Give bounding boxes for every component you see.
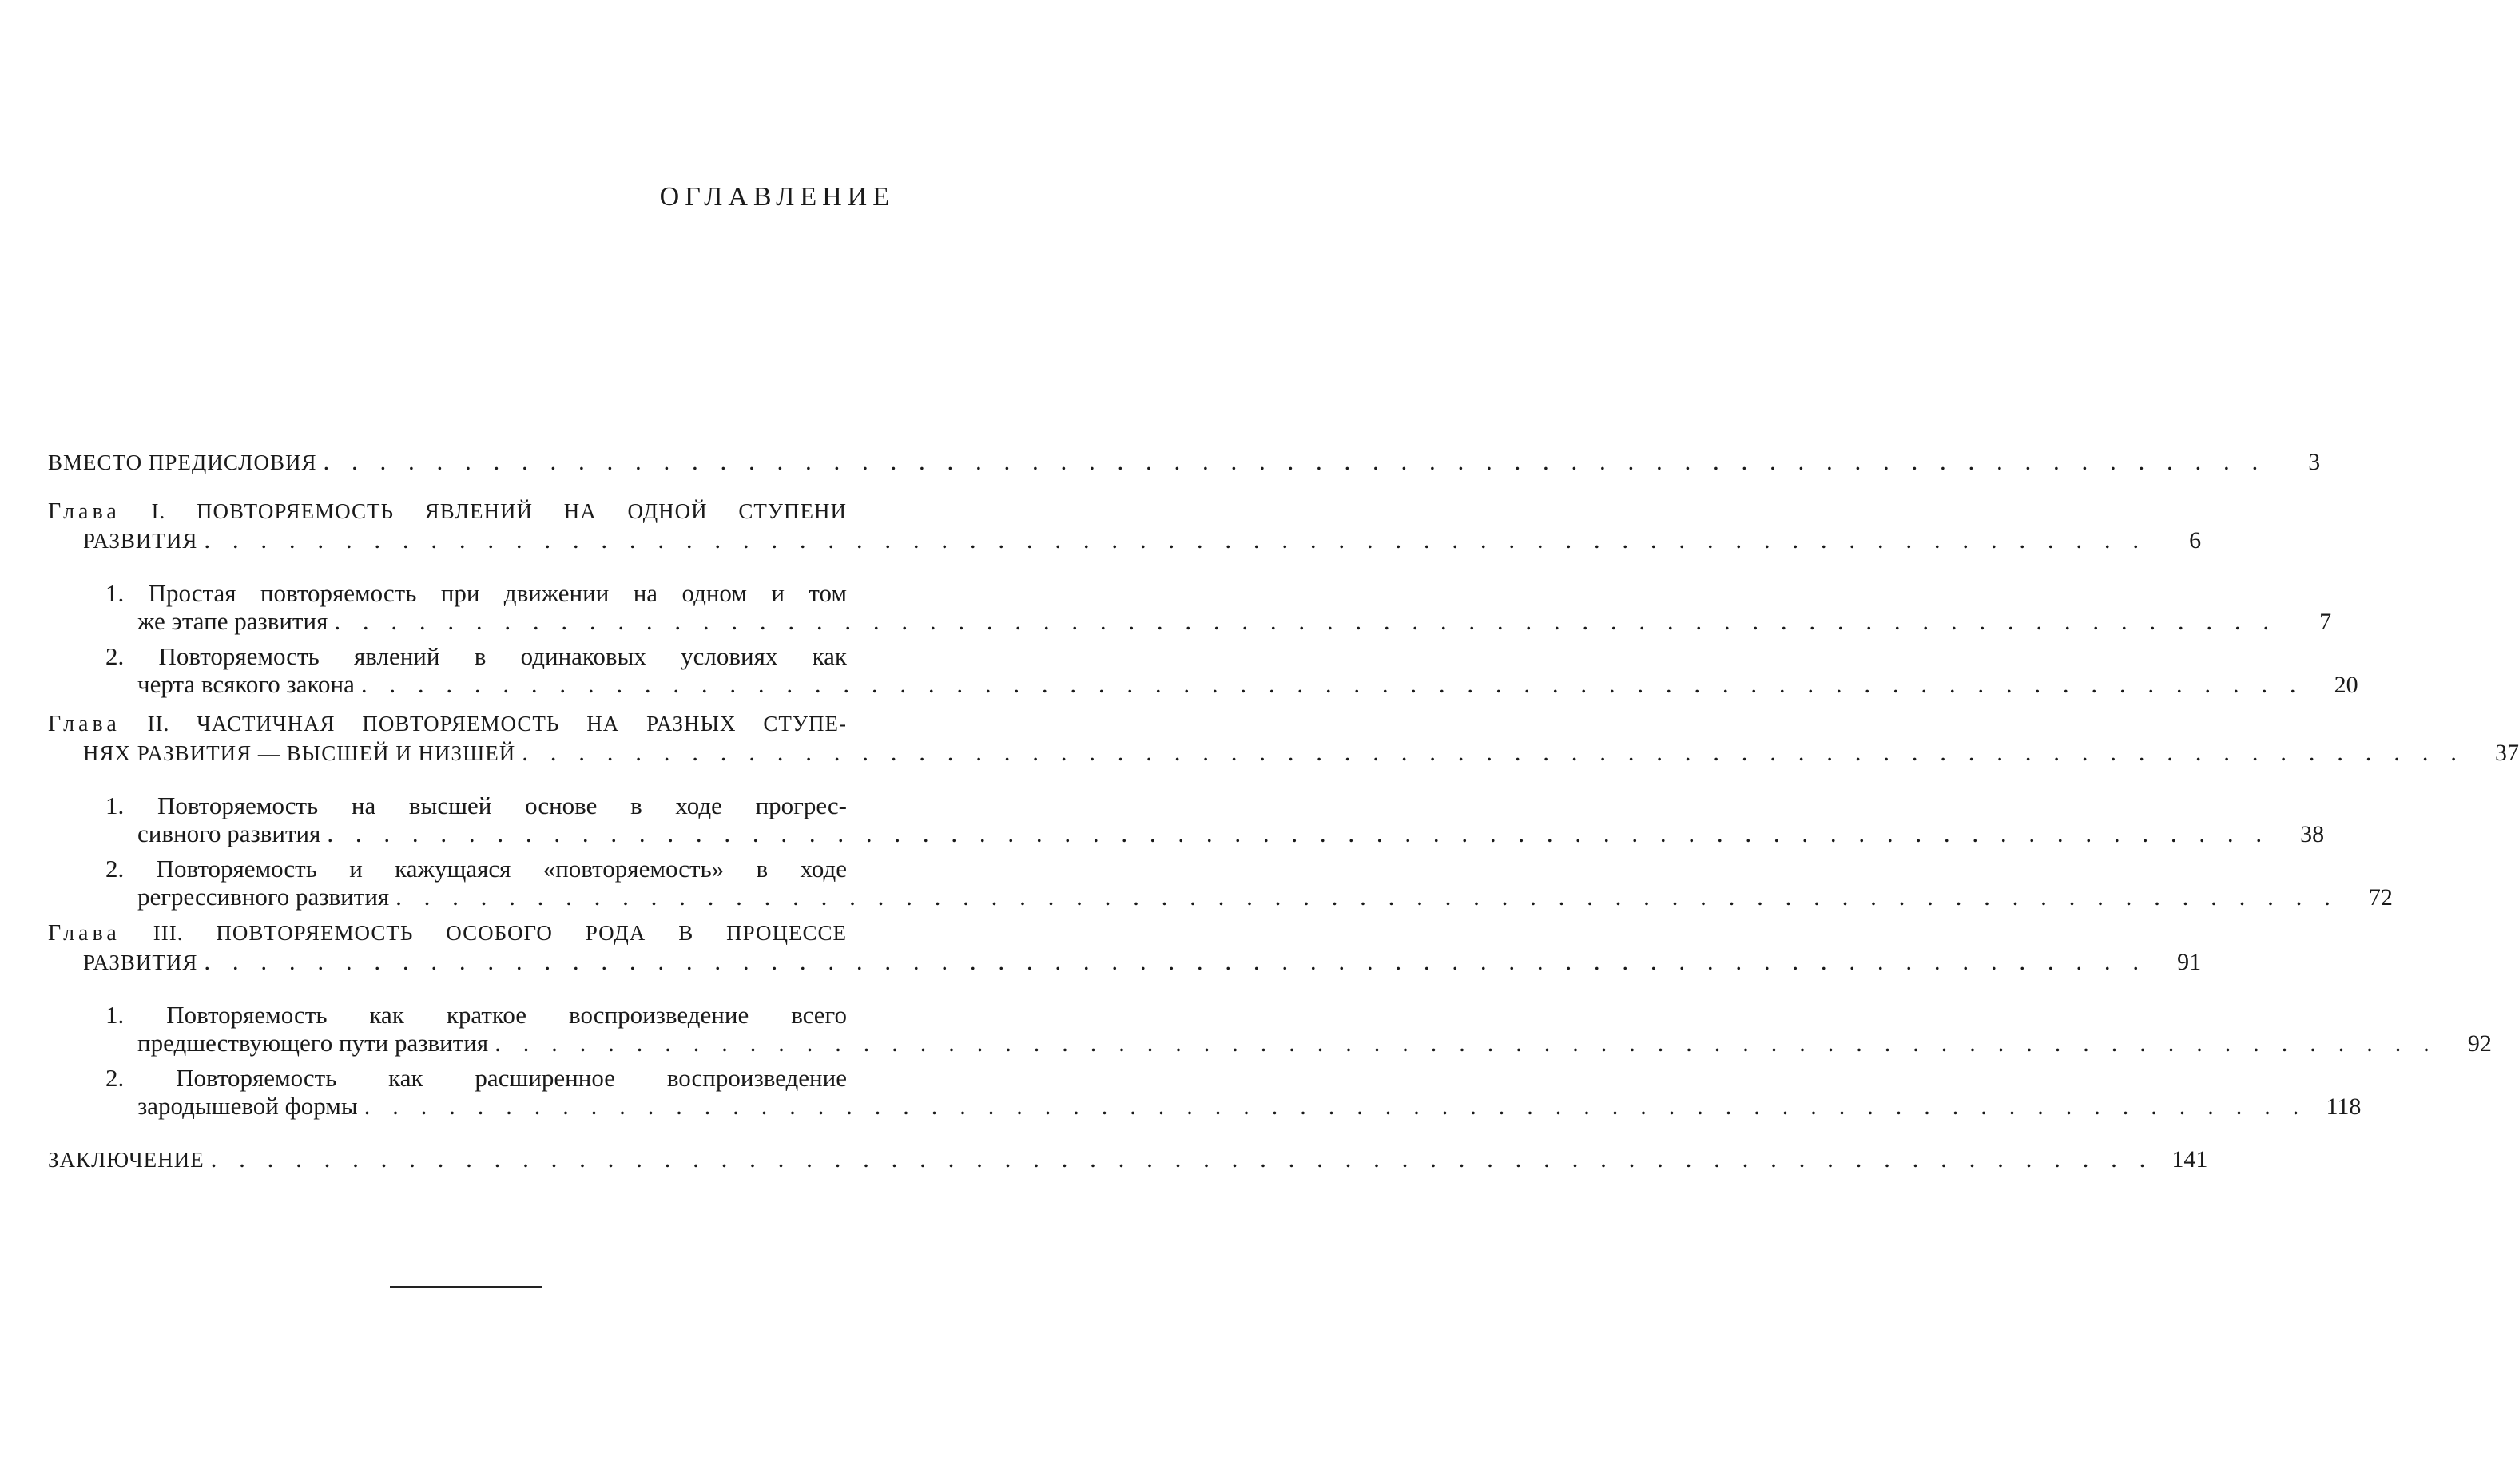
toc-page-number: 91: [2177, 949, 2202, 975]
table-of-contents: [48, 447, 2519, 1174]
toc-page-number: 3: [2308, 449, 2321, 475]
toc-entry-title-cont: черта всякого закона: [137, 670, 355, 698]
toc-line: [48, 526, 2202, 555]
leader-dots: . . . . . . . . . . . . . . . . . . . . . . . . . . . . . . . . . . . . . . . . . . . . . . . . . . . . . . . . . . . . . . . . . . . . .: [334, 607, 2278, 635]
toc-page-number: 141: [2171, 1146, 2208, 1173]
toc-page-number: 37: [2494, 740, 2519, 766]
toc-entry-title: ВМЕСТО ПРЕДИСЛОВИЯ: [48, 450, 317, 474]
toc-page-number: 118: [2326, 1093, 2362, 1120]
toc-line: [105, 1064, 847, 1092]
toc-entry-title: ЗАКЛЮЧЕНИЕ: [48, 1148, 205, 1172]
toc-entry-chapter-1[interactable]: [48, 496, 2202, 555]
leader-dots: . . . . . . . . . . . . . . . . . . . . . . . . . . . . . . . . . . . . . . . . . . . . . . . . . . . . . . . . . . . . . . . . . . . . .: [204, 947, 2148, 975]
chapter-prefix: Глава: [48, 712, 121, 736]
toc-page-number: 72: [2368, 884, 2393, 911]
toc-line: [48, 708, 847, 738]
toc-page-number: 38: [2300, 821, 2325, 847]
toc-entry-title: II. ЧАСТИЧНАЯ ПОВТОРЯЕМОСТЬ НА РАЗНЫХ СТУПЕ-: [147, 712, 847, 736]
toc-entry-chapter-2[interactable]: [48, 708, 2519, 768]
toc-line: [105, 792, 847, 819]
toc-entry-title: I. ПОВТОРЯЕМОСТЬ ЯВЛЕНИЙ НА ОДНОЙ СТУПЕНИ: [151, 499, 847, 523]
toc-entry-title: III. ПОВТОРЯЕМОСТЬ ОСОБОГО РОДА В ПРОЦЕССЕ: [153, 921, 847, 945]
toc-entry-section-1-1[interactable]: [48, 579, 2332, 636]
toc-line: [105, 819, 2325, 848]
toc-line: [105, 607, 2332, 636]
chapter-prefix: Глава: [48, 921, 121, 946]
toc-entry-title: 1. Повторяемость как краткое воспроизведение всего: [105, 1001, 847, 1029]
toc-entry-title-cont: НЯХ РАЗВИТИЯ — ВЫСШЕЙ И НИЗШЕЙ: [83, 741, 516, 765]
toc-line: [105, 579, 847, 607]
toc-entry-title: 2. Повторяемость как расширенное воспроизведение: [105, 1064, 847, 1092]
toc-line: [48, 447, 2321, 477]
leader-dots: . . . . . . . . . . . . . . . . . . . . . . . . . . . . . . . . . . . . . . . . . . . . . . . . . . . . . . . . . . . . . . . . . . . . .: [522, 738, 2465, 766]
toc-line: [48, 1145, 2208, 1174]
toc-entry-chapter-3[interactable]: [48, 918, 2202, 977]
leader-dots: . . . . . . . . . . . . . . . . . . . . . . . . . . . . . . . . . . . . . . . . . . . . . . . . . . . . . . . . . . . . . . . . . . . . .: [327, 819, 2271, 847]
leader-dots: . . . . . . . . . . . . . . . . . . . . . . . . . . . . . . . . . . . . . . . . . . . . . . . . . . . . . . . . . . . . . . . . . . . . .: [323, 447, 2267, 475]
toc-entry-title-cont: сивного развития: [137, 819, 321, 847]
toc-entry-title-cont: зародышевой формы: [137, 1092, 358, 1120]
toc-entry-section-3-2[interactable]: [48, 1064, 2362, 1121]
toc-line: [105, 642, 847, 670]
toc-line: [105, 1001, 847, 1029]
leader-dots: . . . . . . . . . . . . . . . . . . . . . . . . . . . . . . . . . . . . . . . . . . . . . . . . . . . . . . . . . . . . . . . . . . . . .: [395, 883, 2338, 911]
toc-entry-conclusion[interactable]: [48, 1145, 2208, 1174]
toc-line: [105, 1029, 2492, 1057]
toc-page-number: 7: [2319, 609, 2332, 635]
toc-entry-title-cont: же этапе развития: [137, 607, 328, 635]
leader-dots: . . . . . . . . . . . . . . . . . . . . . . . . . . . . . . . . . . . . . . . . . . . . . . . . . . . . . . . . . . . . . . . . . . . . .: [495, 1029, 2438, 1057]
toc-entry-section-2-2[interactable]: [48, 855, 2393, 911]
toc-page-number: 6: [2189, 527, 2202, 554]
leader-dots: . . . . . . . . . . . . . . . . . . . . . . . . . . . . . . . . . . . . . . . . . . . . . . . . . . . . . . . . . . . . . . . . . . . . .: [204, 526, 2148, 554]
page-title: ОГЛАВЛЕНИЕ: [659, 182, 895, 212]
toc-entry-title: 2. Повторяемость явлений в одинаковых условиях как: [105, 642, 847, 670]
toc-line: [105, 855, 847, 883]
toc-line: [48, 738, 2519, 768]
toc-entry-title-cont: регрессивного развития: [137, 883, 390, 911]
toc-entry-section-3-1[interactable]: [48, 1001, 2492, 1057]
toc-line: [105, 1092, 2362, 1121]
toc-entry-title: 1. Простая повторяемость при движении на одном и том: [105, 579, 847, 607]
leader-dots: . . . . . . . . . . . . . . . . . . . . . . . . . . . . . . . . . . . . . . . . . . . . . . . . . . . . . . . . . . . . . . . . . . . . .: [210, 1145, 2154, 1173]
leader-dots: . . . . . . . . . . . . . . . . . . . . . . . . . . . . . . . . . . . . . . . . . . . . . . . . . . . . . . . . . . . . . . . . . . . . .: [360, 670, 2304, 698]
toc-entry-section-1-2[interactable]: [48, 642, 2358, 699]
toc-entry-title-cont: РАЗВИТИЯ: [83, 529, 198, 553]
toc-entry-section-2-1[interactable]: [48, 792, 2325, 848]
leader-dots: . . . . . . . . . . . . . . . . . . . . . . . . . . . . . . . . . . . . . . . . . . . . . . . . . . . . . . . . . . . . . . . . . . . . .: [364, 1092, 2307, 1120]
end-rule: [390, 1286, 542, 1288]
toc-entry-title: 2. Повторяемость и кажущаяся «повторяемость» в ходе: [105, 855, 847, 883]
toc-line: [105, 883, 2393, 911]
toc-line: [48, 496, 847, 526]
toc-page-number: 20: [2334, 672, 2358, 698]
toc-line: [48, 947, 2202, 977]
toc-line: [48, 918, 847, 947]
toc-entry-title-cont: предшествующего пути развития: [137, 1029, 489, 1057]
toc-entry-title-cont: РАЗВИТИЯ: [83, 950, 198, 974]
toc-entry-intro[interactable]: [48, 447, 2321, 477]
toc-line: [105, 670, 2358, 699]
toc-entry-title: 1. Повторяемость на высшей основе в ходе прогрес-: [105, 792, 847, 819]
toc-page-number: 92: [2467, 1030, 2492, 1057]
chapter-prefix: Глава: [48, 499, 121, 524]
